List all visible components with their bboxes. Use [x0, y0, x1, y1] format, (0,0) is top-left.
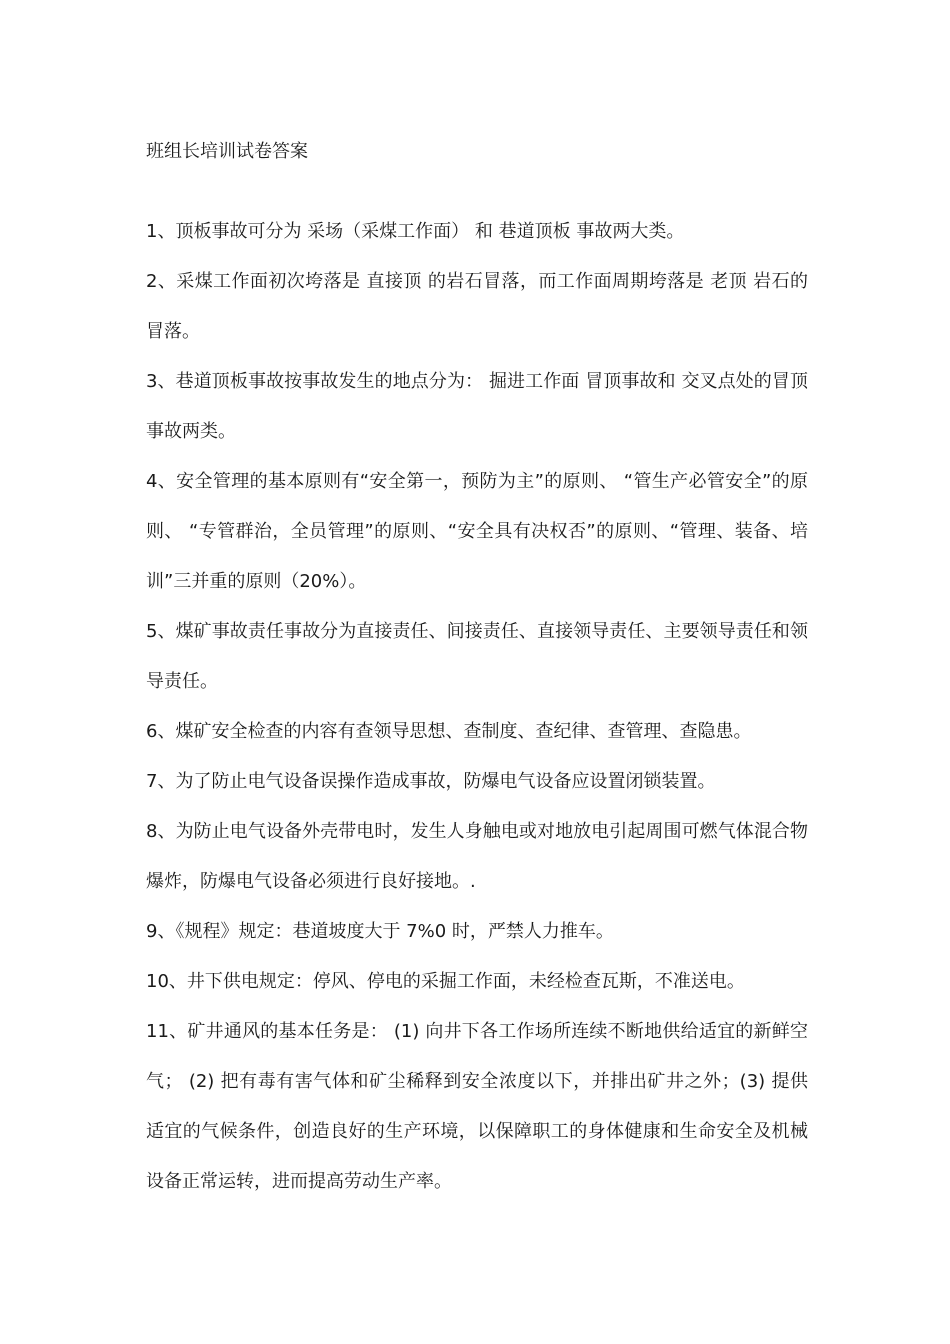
answer-item-2: 2、采煤工作面初次垮落是 直接顶 的岩石冒落，而工作面周期垮落是 老顶 岩石的冒落。	[146, 271, 808, 342]
answer-list	[146, 207, 808, 1207]
answer-item-8: 8、为防止电气设备外壳带电时，发生人身触电或对地放电引起周围可燃气体混合物爆炸，防爆电气设备必须进行良好接地。.	[146, 821, 808, 892]
answer-item-9: 9、《规程》规定：巷道坡度大于 7%0 时，严禁人力推车。	[146, 921, 614, 942]
document-title: 班组长培训试卷答案	[146, 141, 308, 162]
answer-item-3: 3、巷道顶板事故按事故发生的地点分为： 掘进工作面 冒顶事故和 交叉点处的冒顶事故两类。	[146, 371, 808, 442]
answer-item-4: 4、安全管理的基本原则有“安全第一，预防为主”的原则、 “管生产必管安全”的原则、 “专管群治，全员管理”的原则、“安全具有决权否”的原则、“管理、装备、培训”三并重的原则（20%）。	[146, 471, 808, 592]
answer-item-10: 10、井下供电规定：停风、停电的采掘工作面，未经检查瓦斯，不准送电。	[146, 971, 745, 992]
answer-item-5: 5、煤矿事故责任事故分为直接责任、间接责任、直接领导责任、主要领导责任和领导责任。	[146, 621, 808, 692]
answer-item-7: 7、为了防止电气设备误操作造成事故，防爆电气设备应设置闭锁装置。	[146, 771, 716, 792]
answer-item-6: 6、煤矿安全检查的内容有查领导思想、查制度、查纪律、查管理、查隐患。	[146, 721, 752, 742]
answer-item-11: 11、矿井通风的基本任务是： (1) 向井下各工作场所连续不断地供给适宜的新鲜空气； (2) 把有毒有害气体和矿尘稀释到安全浓度以下，并排出矿井之外；(3) 提供适宜的气候条件，创造良好的生产环境，以保障职工的身体健康和生命安全及机械设备正常运转，进而提高劳动生产率。	[146, 1021, 808, 1192]
answer-item-1: 1、顶板事故可分为 采场（采煤工作面） 和 巷道顶板 事故两大类。	[146, 221, 685, 242]
